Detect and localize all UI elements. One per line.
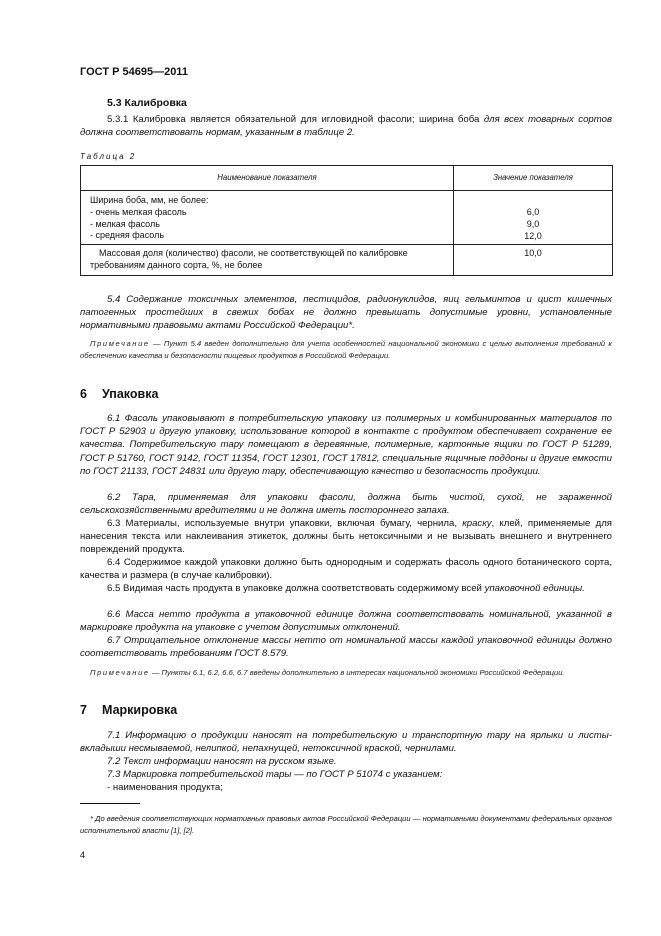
paragraph-6-4: 6.4 Содержимое каждой упаковки должно быть однородным и содержать фасоль одного ботанического сорта, качества и размера (в случае калибровки). xyxy=(80,557,612,582)
table-header-name: Наименование показателя xyxy=(81,166,454,191)
list-item: - наименования продукта; xyxy=(107,782,223,793)
note-label: Примечание xyxy=(90,668,150,677)
table-cell-name xyxy=(81,245,454,276)
section-number: 7 xyxy=(80,703,87,717)
table-cell-value: 12,0 xyxy=(524,230,542,241)
note-text: — Пункт 5.4 введен дополнительно для учета особенностей национальной экономики с целью выполнения требований к обеспечению качества и безопасности пищевых продуктов в Российской Федерации. xyxy=(80,339,612,360)
paragraph-7-1: 7.1 Информацию о продукции наносят на потребительскую и транспортную тару на ярлыки и листы-вкладыши несмываемой, нелипкой, непахнущей, нетоксичной краской, чернилами. xyxy=(80,730,612,755)
section-title: Маркировка xyxy=(102,703,178,717)
paragraph-6-1-part-a: 6.1 Фасоль упаковывают в потребительскую упаковку из полимерных и комбинированных материалов по ГОСТ Р 52903 xyxy=(80,413,612,438)
table-cell-line: требованиям данного сорта, %, не более xyxy=(90,260,263,271)
table-cell-line: - очень мелкая фасоль xyxy=(90,206,187,217)
paragraph-6-6: 6.6 Масса нетто продукта в упаковочной единице должна соответствовать номинальной, указанной в маркировке продукта на упаковке с учетом допустимых отклонений. xyxy=(80,609,612,634)
paragraph-6-7: 6.7 Отрицательное отклонение массы нетто от номинальной массы каждой упаковочной единицы должно соответствовать требованиям ГОСТ 8.579. xyxy=(80,635,612,660)
paragraph-5-3-1-text: 5.3.1 Калибровка является обязательной для игловидной фасоли; ширина боба xyxy=(107,114,480,125)
paragraph-6-5-text: 6.5 Видимая часть продукта в упаковке должна соответствовать содержимому всей xyxy=(107,583,485,594)
table-header-value: Значение показателя xyxy=(454,166,613,191)
paragraph-6-1-part-b: и другую упаковку, использование которой в контакте с продуктом обеспечивает сохранение ее качества. Потребительскую тару помещают в деревянные, полимерные, картонные ящики по ГОСТ Р 51289, ГОСТ Р 51760, ГОСТ 9142, ГОСТ 11354, ГОСТ 12301, ГОСТ 17812, специальные ящичные поддоны и другие емкости по ГОСТ 21133, ГОСТ 24831 или другую тару, обеспечивающую качество и безопасность продукции. xyxy=(80,426,612,477)
table-cell-value: 9,0 xyxy=(526,218,540,229)
section-7-heading xyxy=(80,703,177,717)
section-6-heading xyxy=(80,387,158,401)
paragraph-5-4: 5.4 Содержание токсичных элементов, пестицидов, радионуклидов, яиц гельминтов и цист кишечных патогенных простейших в свежих бобах не должно превышать допустимые уровни, установленные нормативными правовыми актами Российской Федерации*. xyxy=(80,294,612,332)
paragraph-7-3: 7.3 Маркировка потребительской тары — по ГОСТ Р 51074 с указанием: xyxy=(107,769,443,780)
section-title: Упаковка xyxy=(102,387,159,401)
paragraph-5-3-1-emphasis: для всех товарных сортов должна соответствовать нормам, указанным в таблице 2. xyxy=(80,114,612,139)
table-row xyxy=(81,191,613,245)
table-header-row xyxy=(81,166,613,191)
paragraph-6-3-part-a: 6.3 Материалы, используемые внутри упаковки, включая бумагу, чернила, xyxy=(107,518,463,529)
footnote: * До введения соответствующих нормативных правовых актов Российской Федерации — нормативными документами федеральных органов исполнительной власти [1], [2]. xyxy=(80,814,612,835)
table-cell-line: - средняя фасоль xyxy=(90,230,165,241)
section-number: 6 xyxy=(80,387,87,401)
table-cell-line: Массовая доля (количество) фасоли, не соответствующей по калибровке xyxy=(99,248,408,259)
paragraph-7-2: 7.2 Текст информации наносят на русском языке. xyxy=(107,756,337,767)
table-cell-values xyxy=(454,191,613,245)
table-cell-name xyxy=(81,191,454,245)
note-5-4 xyxy=(80,338,612,361)
calibration-table xyxy=(80,165,613,276)
paragraph-6-5 xyxy=(80,582,612,595)
footnote-divider xyxy=(80,803,140,804)
paragraph-6-5-emphasis: упаковочной единицы. xyxy=(484,583,585,594)
subsection-title-5-3: 5.3 Калибровка xyxy=(107,97,187,109)
paragraph-6-3 xyxy=(80,517,612,557)
table-cell-line: Ширина боба, мм, не более: xyxy=(90,195,209,205)
paragraph-6-2: 6.2 Тара, применяемая для упаковки фасоли, должна быть чистой, сухой, не зараженной сельскохозяйственными вредителями и не должна иметь постороннего запаха. xyxy=(80,492,612,517)
note-text: — Пункты 6.1, 6.2, 6.6, 6.7 введены дополнительно в интересах национальной экономики Российской Федерации. xyxy=(149,668,565,677)
table-cell-value: 6,0 xyxy=(526,207,540,217)
page-number: 4 xyxy=(80,850,86,860)
table-row xyxy=(81,245,613,276)
paragraph-6-3-part-c: , клей, применяемые для нанесения текста или наклеивания этикеток, должны быть нетоксичными и не вызывать внешнего и внутреннего повреждений продукта. xyxy=(80,518,612,556)
table-cell-value: 10,0 xyxy=(454,245,613,276)
paragraph-6-3-emphasis: краску xyxy=(462,518,492,529)
paragraph-5-3-1 xyxy=(80,113,612,139)
table-cell-line: - мелкая фасоль xyxy=(90,218,160,229)
table-caption: Таблица 2 xyxy=(80,152,137,161)
note-6 xyxy=(80,667,612,679)
paragraph-6-1 xyxy=(80,412,612,478)
note-label: Примечание xyxy=(90,339,150,348)
standard-header: ГОСТ Р 54695—2011 xyxy=(80,66,188,78)
